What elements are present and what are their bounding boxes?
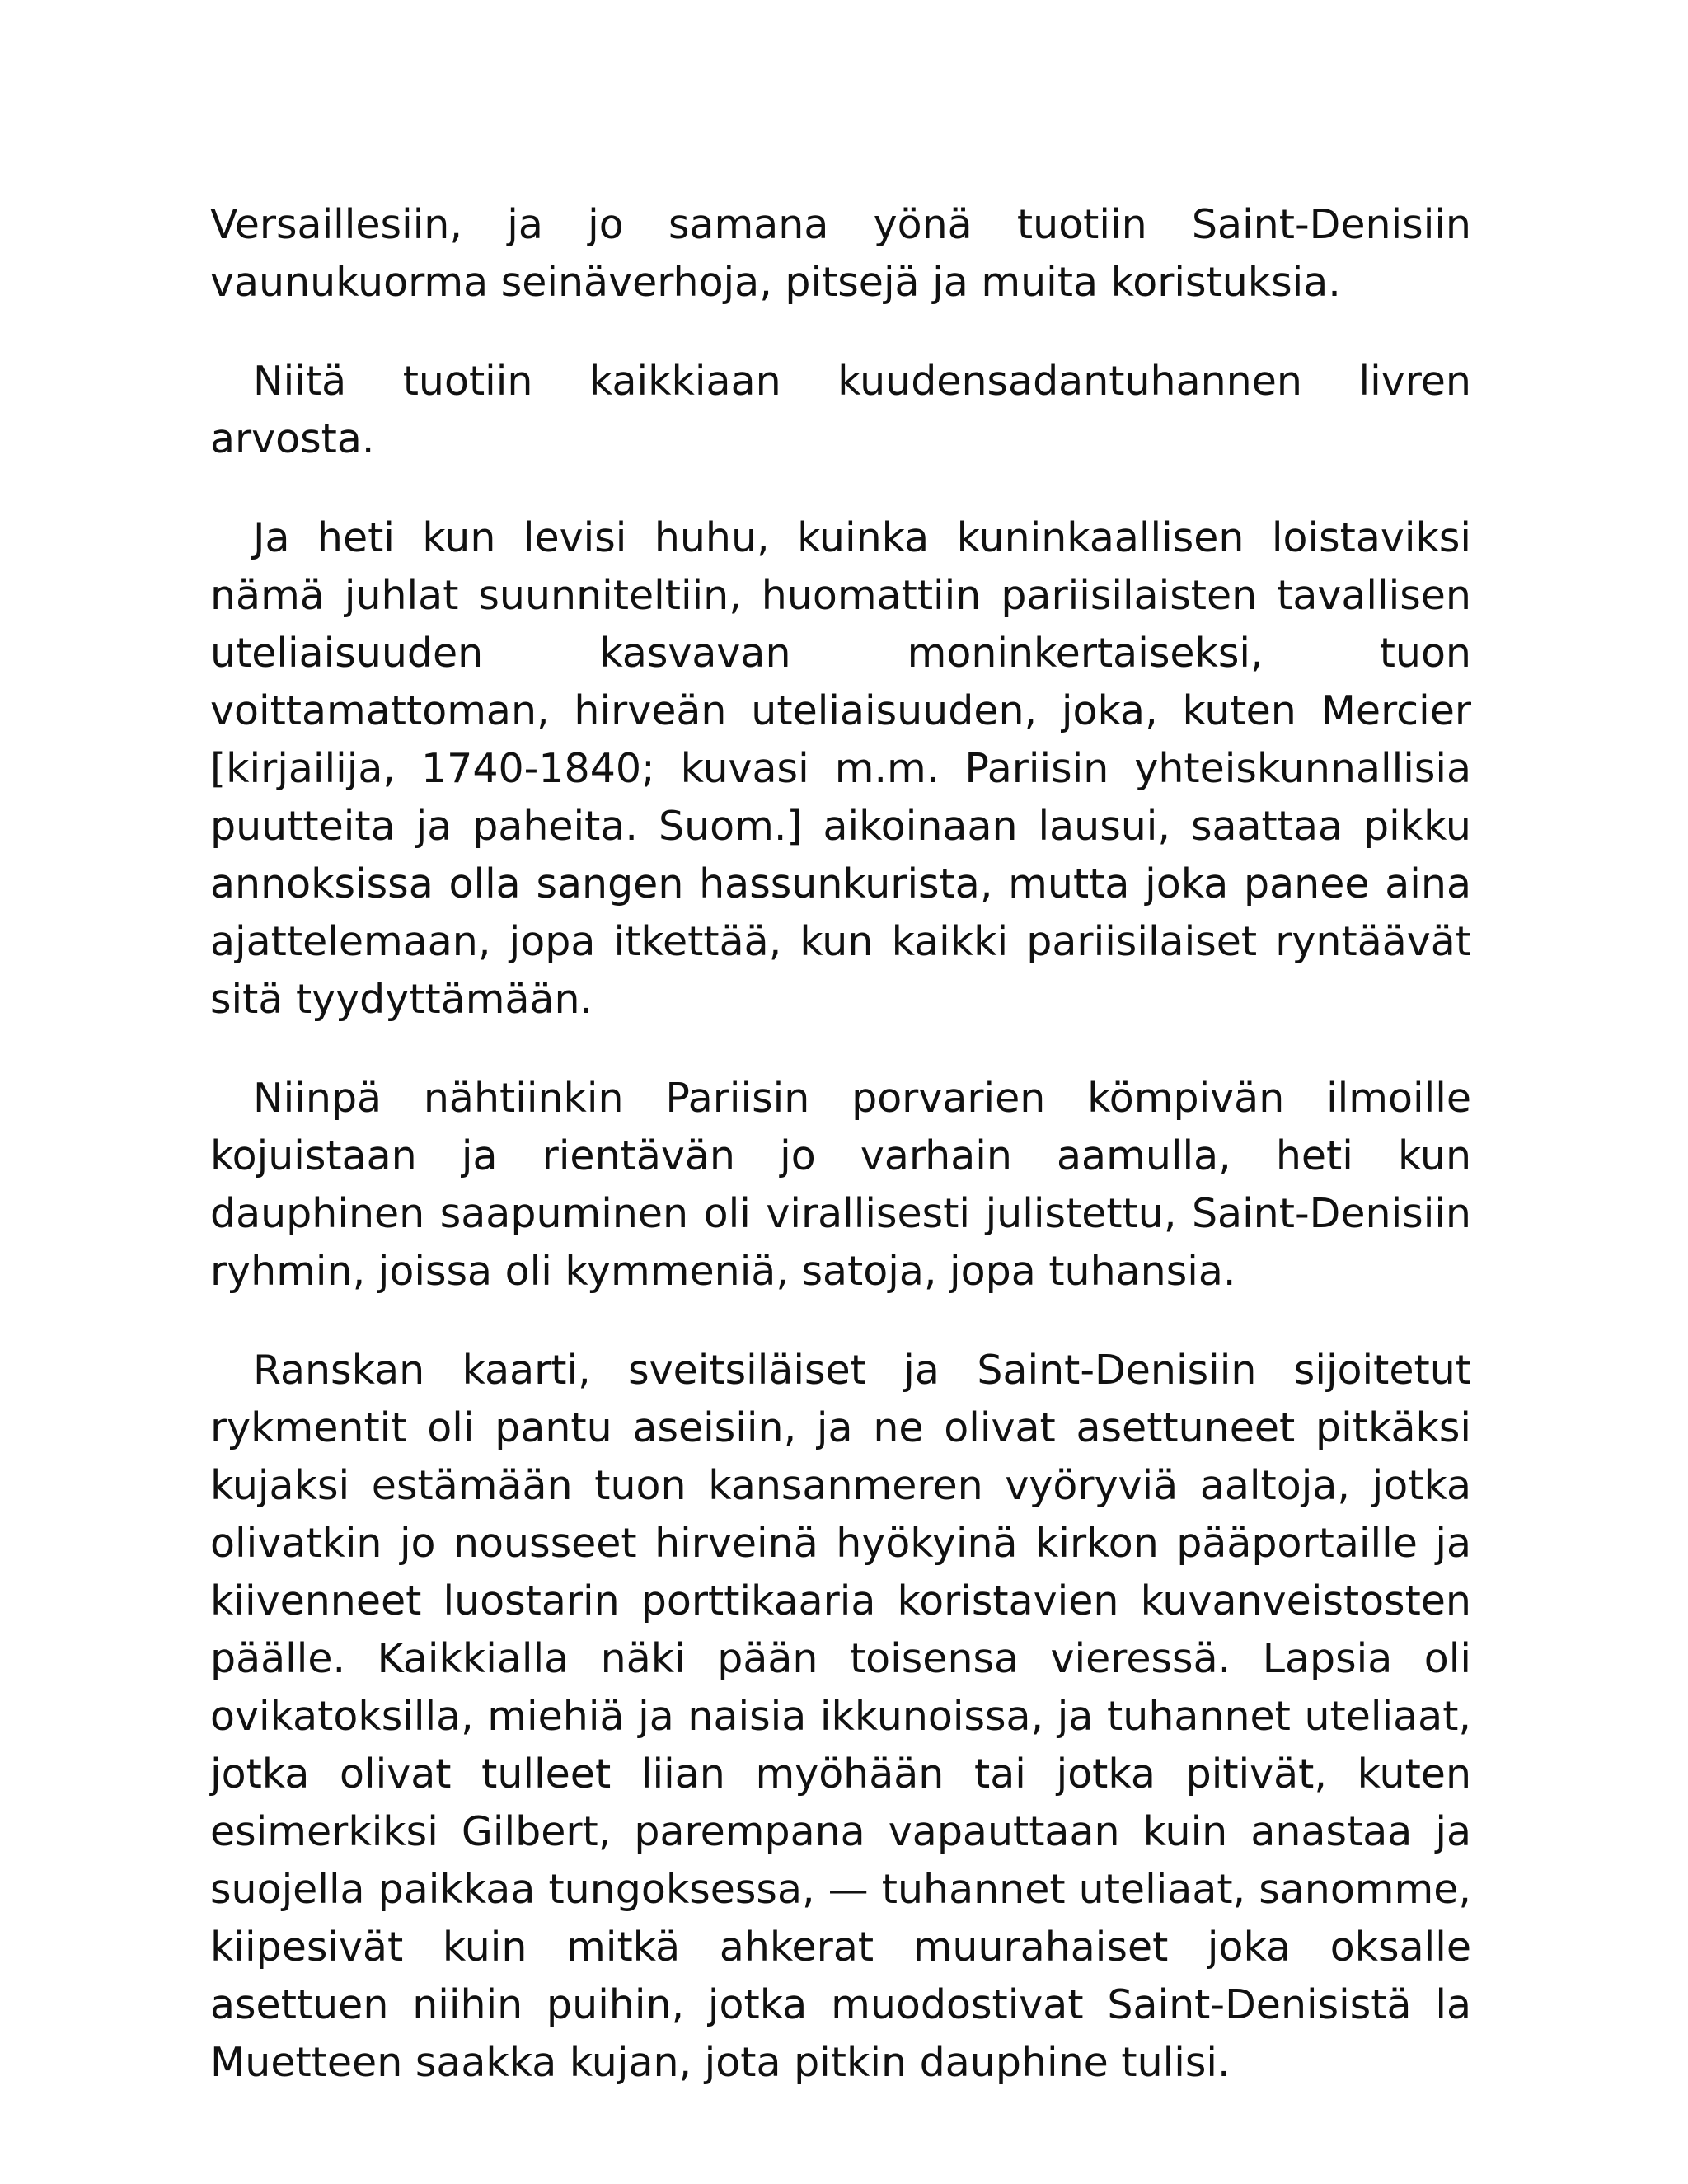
paragraph: Ranskan kaarti, sveitsiläiset ja Saint-Denisiin sijoitetut rykmentit oli pantu aseisiin, ja ne olivat asettuneet pitkäksi kujaksi estämään tuon kansanmeren vyöryviä aaltoja, jotka olivatkin jo nousseet hirveinä hyökyinä kirkon pääportaille ja kiivenneet luostarin porttikaaria koristavien kuvanveistosten päälle. Kaikkialla näki pään toisensa vieressä. Lapsia oli ovikatoksilla, miehiä ja naisia ikkunoissa, ja tuhannet uteliaat, jotka olivat tulleet liian myöhään tai jotka pitivät, kuten esimerkiksi Gilbert, parempana vapauttaan kuin anastaa ja suojella paikkaa tungoksessa, — tuhannet uteliaat, sanomme, kiipesivät kuin mitkä ahkerat muurahaiset joka oksalle asettuen niihin puihin, jotka muodostivat Saint-Denisistä la Muetteen saakka kujan, jota pitkin dauphine tulisi. — [210, 1347, 1471, 2086]
paragraph: Niinpä nähtiinkin Pariisin porvarien kömpivän ilmoille kojuistaan ja rientävän jo varhain aamulla, heti kun dauphinen saapuminen oli virallisesti julistettu, Saint-Denisiin ryhmin, joissa oli kymmeniä, satoja, jopa tuhansia. — [210, 1075, 1471, 1295]
document-page — [210, 196, 1471, 2133]
paragraph: Ja heti kun levisi huhu, kuinka kuninkaallisen loistaviksi nämä juhlat suunniteltiin, huomattiin pariisilaisten tavallisen uteliaisuuden kasvavan moninkertaiseksi, tuon voittamattoman, hirveän uteliaisuuden, joka, kuten Mercier [kirjailija, 1740-1840; kuvasi m.m. Pariisin yhteiskunnallisia puutteita ja paheita. Suom.] aikoinaan lausui, saattaa pikku annoksissa olla sangen hassunkurista, mutta joka panee aina ajattelemaan, jopa itkettää, kun kaikki pariisilaiset ryntäävät sitä tyydyttämään. — [210, 514, 1471, 1023]
paragraph: Niitä tuotiin kaikkiaan kuudensadantuhannen livren arvosta. — [210, 358, 1471, 462]
paragraph-continued: Versaillesiin, ja jo samana yönä tuotiin Saint-Denisiin vaunukuorma seinäverhoja, pitsejä ja muita koristuksia. — [210, 201, 1471, 306]
